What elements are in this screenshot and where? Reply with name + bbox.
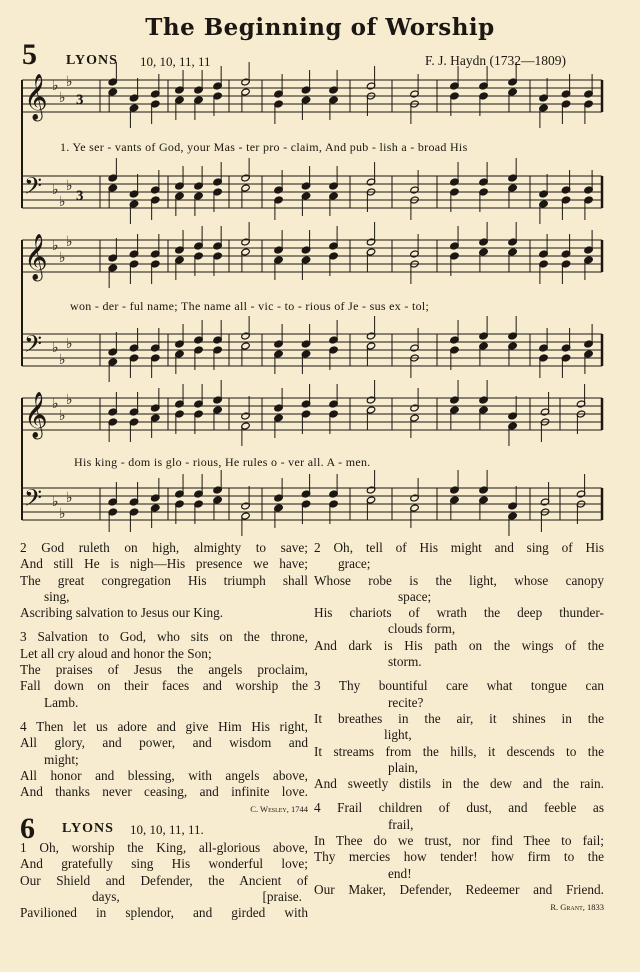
- verse-line: 2 Oh, tell of His might and sing of His: [314, 540, 604, 555]
- hymn-number: 5: [22, 38, 37, 71]
- verse-line: Our Shield and Defender, the Ancient of: [20, 872, 308, 888]
- treble-clef: 𝄞: [24, 234, 48, 280]
- verse: [314, 540, 604, 670]
- verse-line: light,: [384, 727, 412, 743]
- lyric-line: His king - dom is glo - rious, He rules o - ver all. A - men.: [74, 455, 371, 469]
- verse-line: Whose robe is the light, whose canopy: [314, 572, 604, 588]
- verse-line: Our Maker, Defender, Redeemer and Friend.: [314, 881, 604, 897]
- flat-sign: ♭: [52, 494, 59, 510]
- verse-line: recite?: [388, 694, 424, 710]
- verse-line: 2 God ruleth on high, almighty to save;: [20, 540, 308, 555]
- verse: [314, 800, 604, 898]
- composer: F. J. Haydn (1732—1809): [425, 53, 567, 68]
- verse-line: might;: [44, 751, 79, 767]
- verse-line: In Thee do we trust, nor find Thee to fail;: [314, 833, 604, 849]
- author-credit: R. Grant, 1833: [550, 902, 604, 913]
- lyric-line: 1. Ye ser - vants of God, your Mas - ter pro - claim, And pub - lish a - broad His: [60, 140, 468, 154]
- flat-sign: ♭: [59, 90, 66, 106]
- flat-sign: ♭: [66, 392, 73, 408]
- verse-line: Fall down on their faces and worship the: [20, 678, 308, 694]
- treble-clef: 𝄞: [24, 74, 48, 120]
- bass-clef: 𝄢: [24, 484, 43, 517]
- verse-line: Let all cry aloud and honor the Son;: [20, 645, 212, 661]
- time-signature: 3: [76, 92, 84, 108]
- verse-line: space;: [398, 588, 432, 604]
- flat-sign: ♭: [52, 78, 59, 94]
- treble-clef: 𝄞: [24, 392, 48, 438]
- flat-sign: ♭: [59, 408, 66, 424]
- verse: [20, 719, 308, 800]
- verses-left-column: [20, 540, 308, 818]
- verse-line: 1 Oh, worship the King, all-glorious above,: [20, 840, 308, 855]
- verse-line: All glory, and power, and wisdom and: [20, 735, 308, 751]
- verse-line: All honor and blessing, with angels above,: [20, 767, 308, 783]
- flat-sign: ♭: [66, 178, 73, 194]
- verse-line: And sweetly distils in the dew and the rain.: [314, 776, 604, 792]
- verse-line: It streams from the hills, it descends to the: [314, 743, 604, 759]
- verse-line: sing,: [44, 588, 70, 604]
- tune-name: LYONS: [66, 53, 118, 68]
- verse-line: grace;: [338, 556, 371, 572]
- verse-line: Pavilioned in splendor, and girded with: [20, 905, 308, 921]
- verse-line: 4 Then let us adore and give Him His right,: [20, 718, 308, 734]
- verse-line: clouds form,: [388, 621, 456, 637]
- tune-name: LYONS: [62, 821, 114, 836]
- verse-line: Ascribing salvation to Jesus our King.: [20, 605, 224, 621]
- verse-line: frail,: [388, 816, 414, 832]
- author-credit: C. Wesley, 1744: [250, 804, 308, 815]
- verse-line: His chariots of wrath the deep thunder-: [314, 605, 604, 621]
- flat-sign: ♭: [59, 506, 66, 522]
- meter: 10, 10, 11, 11: [140, 54, 211, 69]
- flat-sign: ♭: [52, 396, 59, 412]
- page-title: The Beginning of Worship: [145, 14, 495, 41]
- flat-sign: ♭: [66, 234, 73, 250]
- bass-clef: 𝄢: [24, 172, 43, 205]
- verse-line: 4 Frail children of dust, and feeble as: [314, 800, 604, 816]
- hymn-number: 6: [20, 812, 35, 845]
- lyric-line: won - der - ful name; The name all - vic - to - rious of Je - sus ex - tol;: [70, 299, 430, 313]
- verse: [314, 678, 604, 792]
- verse-line: The great congregation His triumph shall: [20, 572, 308, 588]
- verse-line: days,: [92, 888, 120, 904]
- verse-line: Thy mercies how tender! how firm to the: [314, 849, 604, 865]
- verse-line: The praises of Jesus the angels proclaim,: [20, 662, 308, 678]
- flat-sign: ♭: [52, 182, 59, 198]
- verse-line: [praise.: [262, 888, 302, 904]
- time-signature: 3: [76, 188, 84, 204]
- verse: [20, 629, 308, 710]
- verses-right-column: [314, 540, 604, 916]
- verse-line: And gratefully sing His wonderful love;: [20, 856, 308, 872]
- verse-line: 3 Salvation to God, who sits on the throne,: [20, 629, 308, 645]
- verse: [20, 540, 308, 621]
- flat-sign: ♭: [52, 340, 59, 356]
- verse-line: And still He is nigh—His presence we have;: [20, 556, 308, 572]
- verse-line: Lamb.: [44, 694, 79, 710]
- verse-line: 3 Thy bountiful care what tongue can: [314, 678, 604, 694]
- flat-sign: ♭: [66, 490, 73, 506]
- verse-line: plain,: [388, 759, 418, 775]
- flat-sign: ♭: [59, 194, 66, 210]
- flat-sign: ♭: [66, 74, 73, 90]
- flat-sign: ♭: [59, 352, 66, 368]
- bass-clef: 𝄢: [24, 330, 43, 363]
- hymn6-verse1: [20, 840, 308, 921]
- verse-line: It breathes in the air, it shines in the: [314, 710, 604, 726]
- flat-sign: ♭: [59, 250, 66, 266]
- flat-sign: ♭: [52, 238, 59, 254]
- verse-line: end!: [388, 865, 412, 881]
- verse-line: And dark is His path on the wings of the: [314, 637, 604, 653]
- verse-line: And thanks never ceasing, and infinite love.: [20, 784, 308, 800]
- meter: 10, 10, 11, 11.: [130, 822, 204, 837]
- verse-line: storm.: [388, 654, 422, 670]
- flat-sign: ♭: [66, 336, 73, 352]
